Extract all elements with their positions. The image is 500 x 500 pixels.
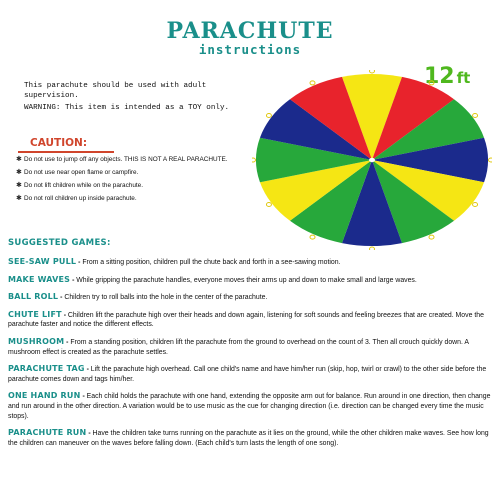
caution-divider [18,151,114,153]
parachute-handle [489,158,493,162]
parachute-image [252,70,492,250]
game-text: From a sitting position, children pull the chute back and forth in a see-sawing motion. [82,259,341,266]
game-name: SEE-SAW PULL [8,257,77,266]
caution-item [16,156,236,165]
supervision-notice [24,81,234,115]
caution-list [16,156,236,208]
game-item: ONE HAND RUN - Each child holds the parachute with one hand, extending the opposite arm out for balance. Run around in one direction, then change and run around in the other direction. A variation would be to use music as the cue for changing direction (i.e. direction can be changed every time the music stops). [8,391,491,420]
game-text: Have the children take turns running on the parachute as it lies on the ground, while the other children make waves. See how long the children can maneuver on the waves before falling down. (Each child's turn lasts the length of one song). [8,430,489,447]
page-subtitle: instructions [198,42,302,57]
game-name: MAKE WAVES [8,274,71,284]
caution-item-text: Do not use near open flame or campfire. [24,169,139,177]
caution-item-text: Do not use to jump off any objects. THIS IS NOT A REAL PARACHUTE. [24,156,228,163]
size-value: 12 [424,64,455,89]
game-name: PARACHUTE TAG [8,364,85,374]
parachute-handle [473,203,478,207]
game-text: While gripping the parachute handles, everyone moves their arms up and down to make small and large waves. [76,276,417,284]
game-name: ONE HAND RUN [8,391,81,401]
games-list [8,257,494,455]
game-text: Lift the parachute high overhead. Call one child's name and have him/her run (skip, hop, twirl or crawl) to the other side before the parachute comes down and tags him/her. [8,366,487,383]
size-unit: ft [456,69,471,87]
game-item: SEE-SAW PULL - From a sitting position, children pull the chute back and forth in a see-sawing motion. [8,257,341,266]
gear-bullet-icon: ✱ [16,156,22,163]
game-text: Each child holds the parachute with one hand, extending the opposite arm out for balance. Run around in one direction, then change and run around in the other direction. A variation would be to use music as the cue for changing direction (i.e. direction can be changed every time the music stops). [8,393,491,420]
game-item: MUSHROOM - From a standing position, children lift the parachute from the ground to overhead on the count of 3. Then all crouch quickly down. A mushroom effect is created as the parachute settles. [8,336,469,356]
game-text: From a standing position, children lift the parachute from the ground to overhead on the count of 3. Then all crouch quickly down. A mushroom effect is created as the parachute settles. [8,338,469,356]
game-item: PARACHUTE RUN - Have the children take turns running on the parachute as it lies on the ground, while the other children make waves. See how long the children can maneuver on the waves before falling down. (Each child's turn lasts the length of one song). [8,428,489,447]
gear-bullet-icon: ✱ [16,169,22,177]
caution-item [16,195,236,204]
supervision-line: This parachute should be used with adult supervision. [24,82,207,100]
caution-item-text: Do not roll children up inside parachute. [24,195,137,203]
warning-line: WARNING: This item is intended as a TOY only. [24,104,230,112]
parachute-center-hole [369,158,375,162]
parachute-wedges [256,74,488,246]
parachute-handle [310,235,315,239]
parachute-handle [370,247,375,250]
parachute-handle [266,114,271,118]
game-name: CHUTE LIFT [8,309,62,319]
game-item: CHUTE LIFT - Children lift the parachute high over their heads and down again, listening for soft sounds and feeling breezes that are created. Move the parachute faster and notice the different effects. [8,309,484,329]
game-text: Children lift the parachute high over their heads and down again, listening for soft sounds and feeling breezes that are created. Move the parachute faster and notice the different effects. [8,311,484,329]
game-text: Children try to roll balls into the hole in the center of the parachute. [64,294,268,302]
game-item: BALL ROLL - Children try to roll balls into the hole in the center of the parachute. [8,292,268,302]
page-title: PARACHUTE [166,18,334,44]
parachute-handle [310,81,315,85]
gear-bullet-icon: ✱ [16,195,22,203]
suggested-games-heading: SUGGESTED GAMES: [8,238,111,248]
game-name: PARACHUTE RUN [8,428,87,438]
game-item: PARACHUTE TAG - Lift the parachute high overhead. Call one child's name and have him/her run (skip, hop, twirl or crawl) to the other side before the parachute comes down and tags him/her. [8,364,487,383]
parachute-handle [252,158,256,162]
caution-item-text: Do not lift children while on the parachute. [24,182,144,190]
parachute-handle [473,114,478,118]
game-name: MUSHROOM [8,336,65,346]
caution-item [16,169,236,178]
parachute-handle [429,235,434,239]
parachute-handle [370,70,375,73]
caution-heading: CAUTION: [30,137,88,149]
parachute-handle [266,203,271,207]
gear-bullet-icon: ✱ [16,182,22,190]
game-item: MAKE WAVES - While gripping the parachute handles, everyone moves their arms up and down to make small and large waves. [8,274,417,284]
caution-item [16,182,236,191]
game-name: BALL ROLL [8,292,59,302]
parachute-handle [429,81,434,85]
